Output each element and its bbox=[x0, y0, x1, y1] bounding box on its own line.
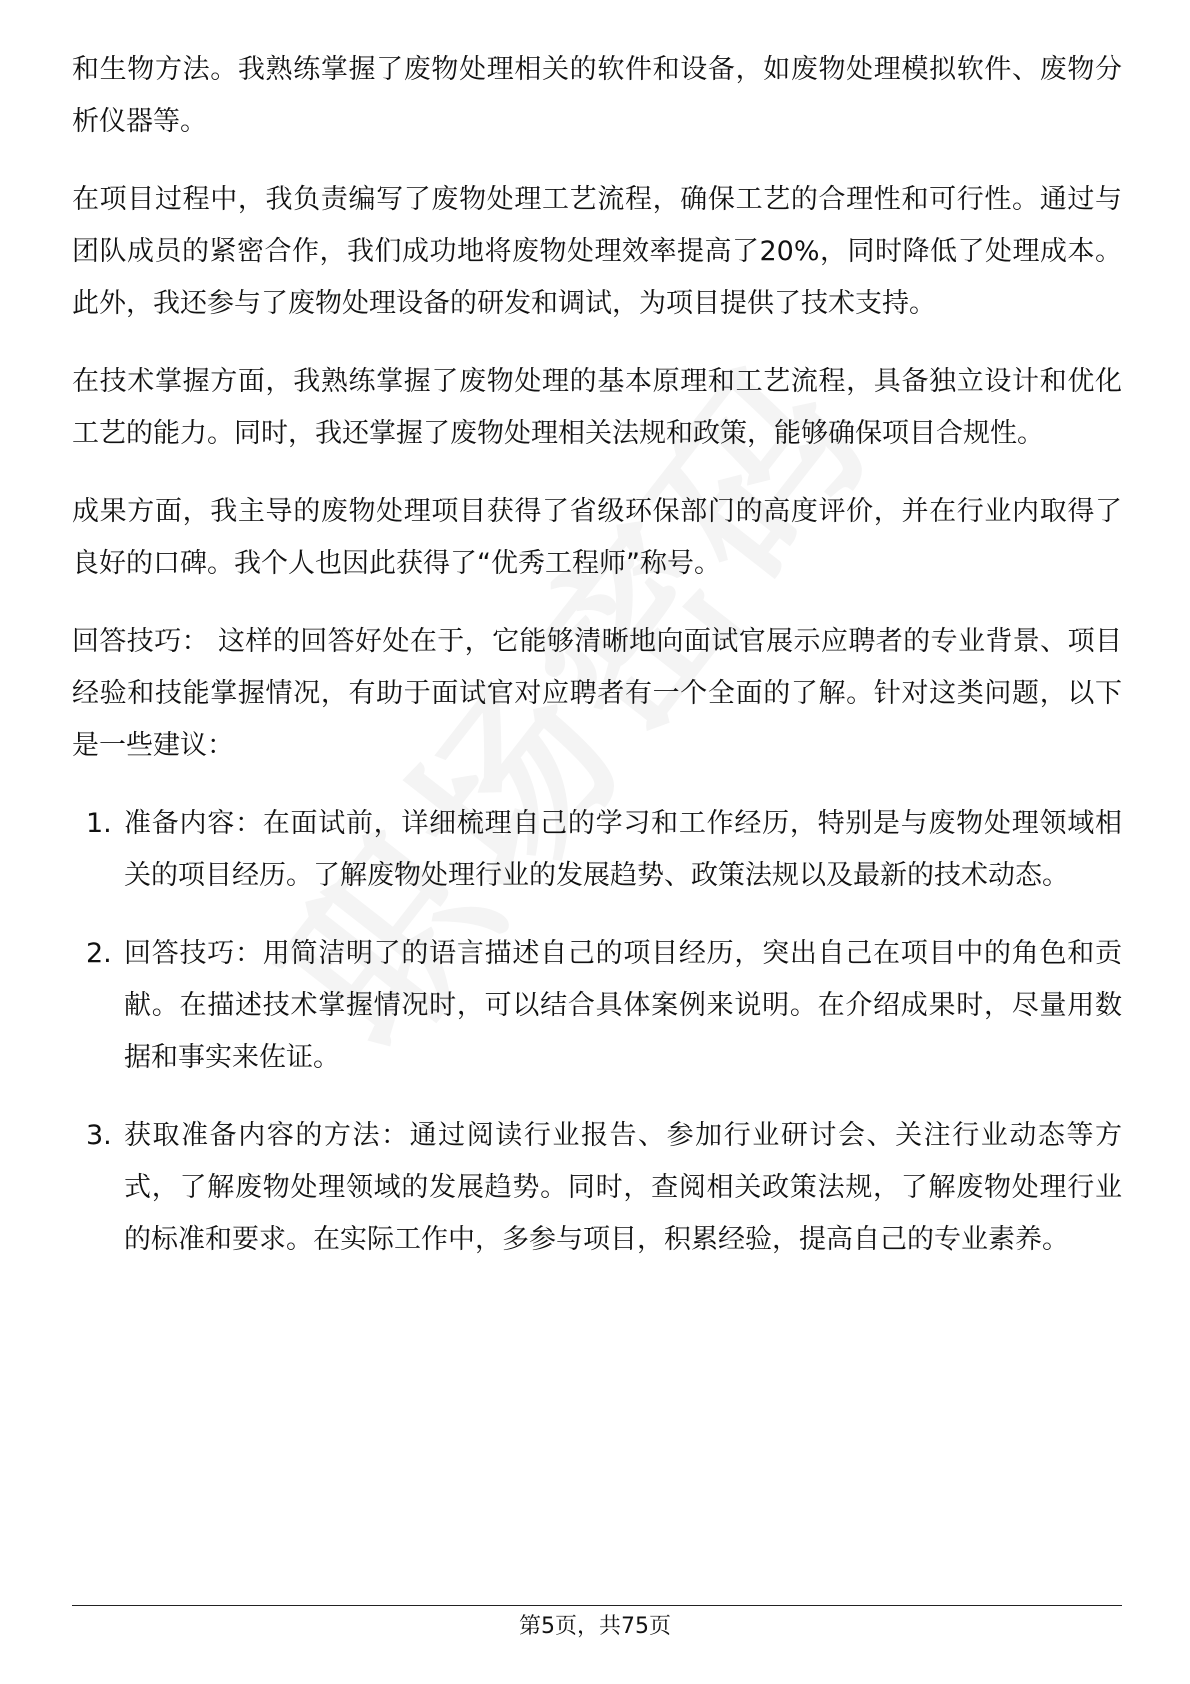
list-text: 回答技巧：用简洁明了的语言描述自己的项目经历，突出自己在项目中的角色和贡献。在描述技术掌握情况时，可以结合具体案例来说明。在介绍成果时，尽量用数据和事实来佐证。 bbox=[124, 938, 1122, 1073]
paragraph-5: 回答技巧： 这样的回答好处在于，它能够清晰地向面试官展示应聘者的专业背景、项目经验和技能掌握情况，有助于面试官对应聘者有一个全面的了解。针对这类问题，以下是一些建议： bbox=[72, 626, 1122, 761]
document-body bbox=[72, 44, 1122, 1292]
list-item bbox=[72, 798, 1122, 902]
list-number: 3. bbox=[86, 1120, 112, 1151]
list-number: 1. bbox=[86, 808, 112, 839]
footer-divider bbox=[72, 1605, 1122, 1606]
list-item bbox=[72, 1110, 1122, 1266]
paragraph-3: 在技术掌握方面，我熟练掌握了废物处理的基本原理和工艺流程，具备独立设计和优化工艺的能力。同时，我还掌握了废物处理相关法规和政策，能够确保项目合规性。 bbox=[72, 366, 1122, 449]
list-item bbox=[72, 928, 1122, 1084]
paragraph-4: 成果方面，我主导的废物处理项目获得了省级环保部门的高度评价，并在行业内取得了良好的口碑。我个人也因此获得了“优秀工程师”称号。 bbox=[72, 496, 1122, 579]
list-number: 2. bbox=[86, 938, 112, 969]
page-number: 第5页，共75页 bbox=[519, 1614, 671, 1639]
paragraph-2: 在项目过程中，我负责编写了废物处理工艺流程，确保工艺的合理性和可行性。通过与团队成员的紧密合作，我们成功地将废物处理效率提高了20%，同时降低了处理成本。此外，我还参与了废物处理设备的研发和调试，为项目提供了技术支持。 bbox=[72, 184, 1122, 319]
list-text: 准备内容：在面试前，详细梳理自己的学习和工作经历，特别是与废物处理领域相关的项目经历。了解废物处理行业的发展趋势、政策法规以及最新的技术动态。 bbox=[124, 808, 1122, 891]
paragraph-1: 和生物方法。我熟练掌握了废物处理相关的软件和设备，如废物处理模拟软件、废物分析仪器等。 bbox=[72, 54, 1122, 137]
suggestion-list bbox=[72, 798, 1122, 1266]
list-text: 获取准备内容的方法：通过阅读行业报告、参加行业研讨会、关注行业动态等方式，了解废物处理领域的发展趋势。同时，查阅相关政策法规，了解废物处理行业的标准和要求。在实际工作中，多参与项目，积累经验，提高自己的专业素养。 bbox=[124, 1120, 1122, 1255]
